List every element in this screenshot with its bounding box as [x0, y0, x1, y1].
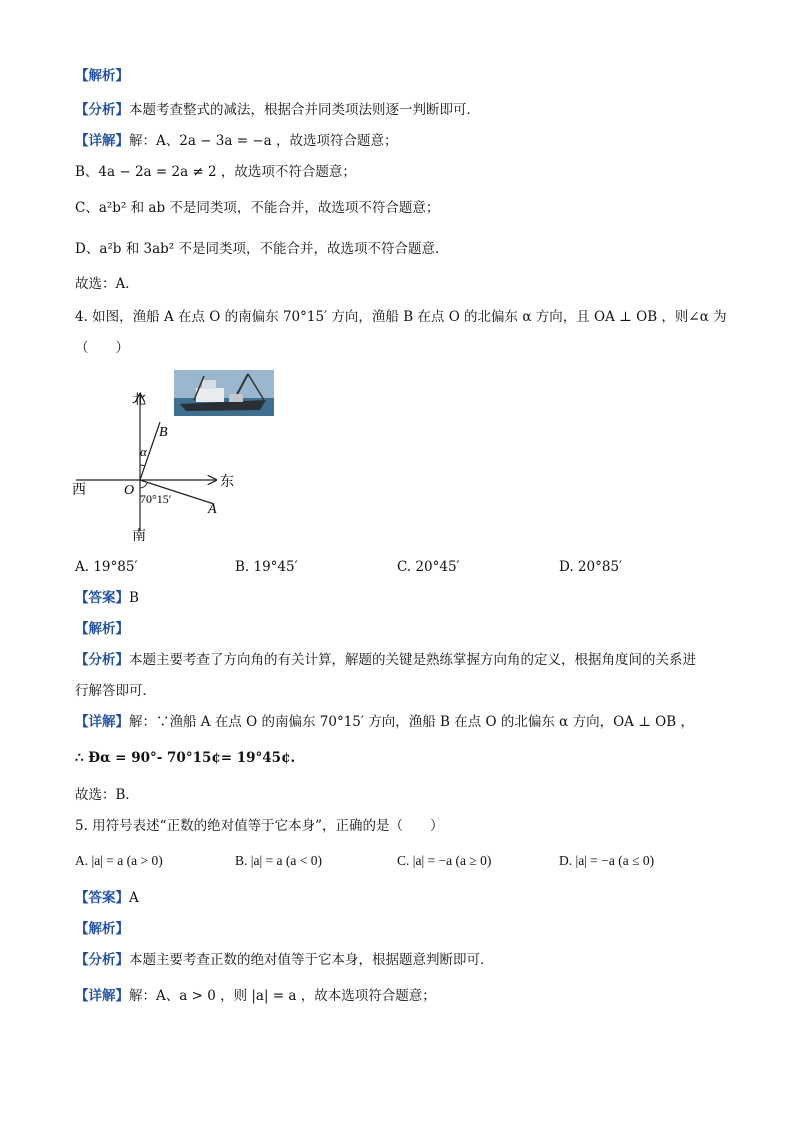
q3-analysis-heading: 【解析】	[75, 68, 129, 84]
q5-option-d: D. |a| = −a (a ≤ 0)	[559, 853, 655, 868]
q5-option-b: B. |a| = a (a < 0)	[235, 853, 322, 868]
q3-line-c: C、a²b² 和 ab 不是同类项，不能合并，故选项不符合题意；	[75, 200, 440, 216]
q5-xiangjie: 【详解】解：A、a > 0 ，则 |a| = a ，故本选项符合题意；	[75, 988, 436, 1004]
q4-stem-cont: （ ）	[75, 340, 129, 356]
alpha-label: α	[140, 444, 147, 459]
q4-answer-line: 故选：B．	[75, 787, 139, 803]
q3-fenxi: 【分析】本题考查整式的减法，根据合并同类项法则逐一判断即可．	[75, 102, 480, 118]
q4-option-d: D. 20°85′	[559, 559, 623, 575]
q3-line-d: D、a²b 和 3ab² 不是同类项，不能合并，故选项不符合题意．	[75, 241, 449, 257]
q5-option-c: C. |a| = −a (a ≥ 0)	[397, 853, 492, 868]
q4-fenxi-2: 行解答即可．	[75, 683, 156, 699]
alpha-arc	[140, 465, 145, 466]
q5-stem: 5. 用符号表述“正数的绝对值等于它本身”，正确的是（ ）	[75, 818, 444, 834]
q3-xiangjie: 【详解】解：A、2a − 3a = −a ，故选项符合题意；	[75, 133, 398, 149]
q4-option-a: A. 19°85′	[75, 559, 138, 575]
q4-answer: 【答案】B	[75, 590, 139, 606]
east-label: 东	[220, 474, 234, 490]
q4-fenxi-1: 【分析】本题主要考查了方向角的有关计算，解题的关键是熟练掌握方向角的定义，根据角度间的关系进	[75, 652, 696, 668]
point-o-label: O	[124, 483, 135, 498]
south-label: 南	[132, 528, 146, 544]
point-a-label: A	[208, 502, 217, 517]
q4-xiangjie: 【详解】解：∵渔船 A 在点 O 的南偏东 70°15′ 方向，渔船 B 在点 O 的北偏东 α 方向，OA ⊥ OB ，	[75, 714, 694, 730]
q5-analysis-heading: 【解析】	[75, 921, 129, 937]
west-label: 西	[72, 482, 86, 498]
q5-fenxi: 【分析】本题主要考查正数的绝对值等于它本身，根据题意判断即可．	[75, 952, 494, 968]
q4-stem: 4. 如图，渔船 A 在点 O 的南偏东 70°15′ 方向，渔船 B 在点 O 的北偏东 α 方向，且 OA ⊥ OB ，则∠α 为	[75, 309, 727, 325]
point-b-label: B	[159, 425, 168, 440]
q5-option-a: A. |a| = a (a > 0)	[75, 853, 163, 868]
q4-option-b: B. 19°45′	[235, 559, 298, 575]
q3-answer-line: 故选：A．	[75, 276, 139, 292]
q3-line-b: B、4a − 2a = 2a ≠ 2 ，故选项不符合题意；	[75, 164, 356, 180]
q4-calc: ∴ Ðα = 90°- 70°15¢= 19°45¢.	[75, 750, 296, 766]
q4-analysis-heading: 【解析】	[75, 621, 129, 637]
angle-value-label: 70°15′	[140, 492, 172, 506]
q4-option-c: C. 20°45′	[397, 559, 460, 575]
q5-answer: 【答案】A	[75, 890, 139, 906]
north-label: 北	[132, 392, 146, 408]
direction-diagram	[68, 366, 308, 546]
angle-arc	[140, 483, 147, 488]
